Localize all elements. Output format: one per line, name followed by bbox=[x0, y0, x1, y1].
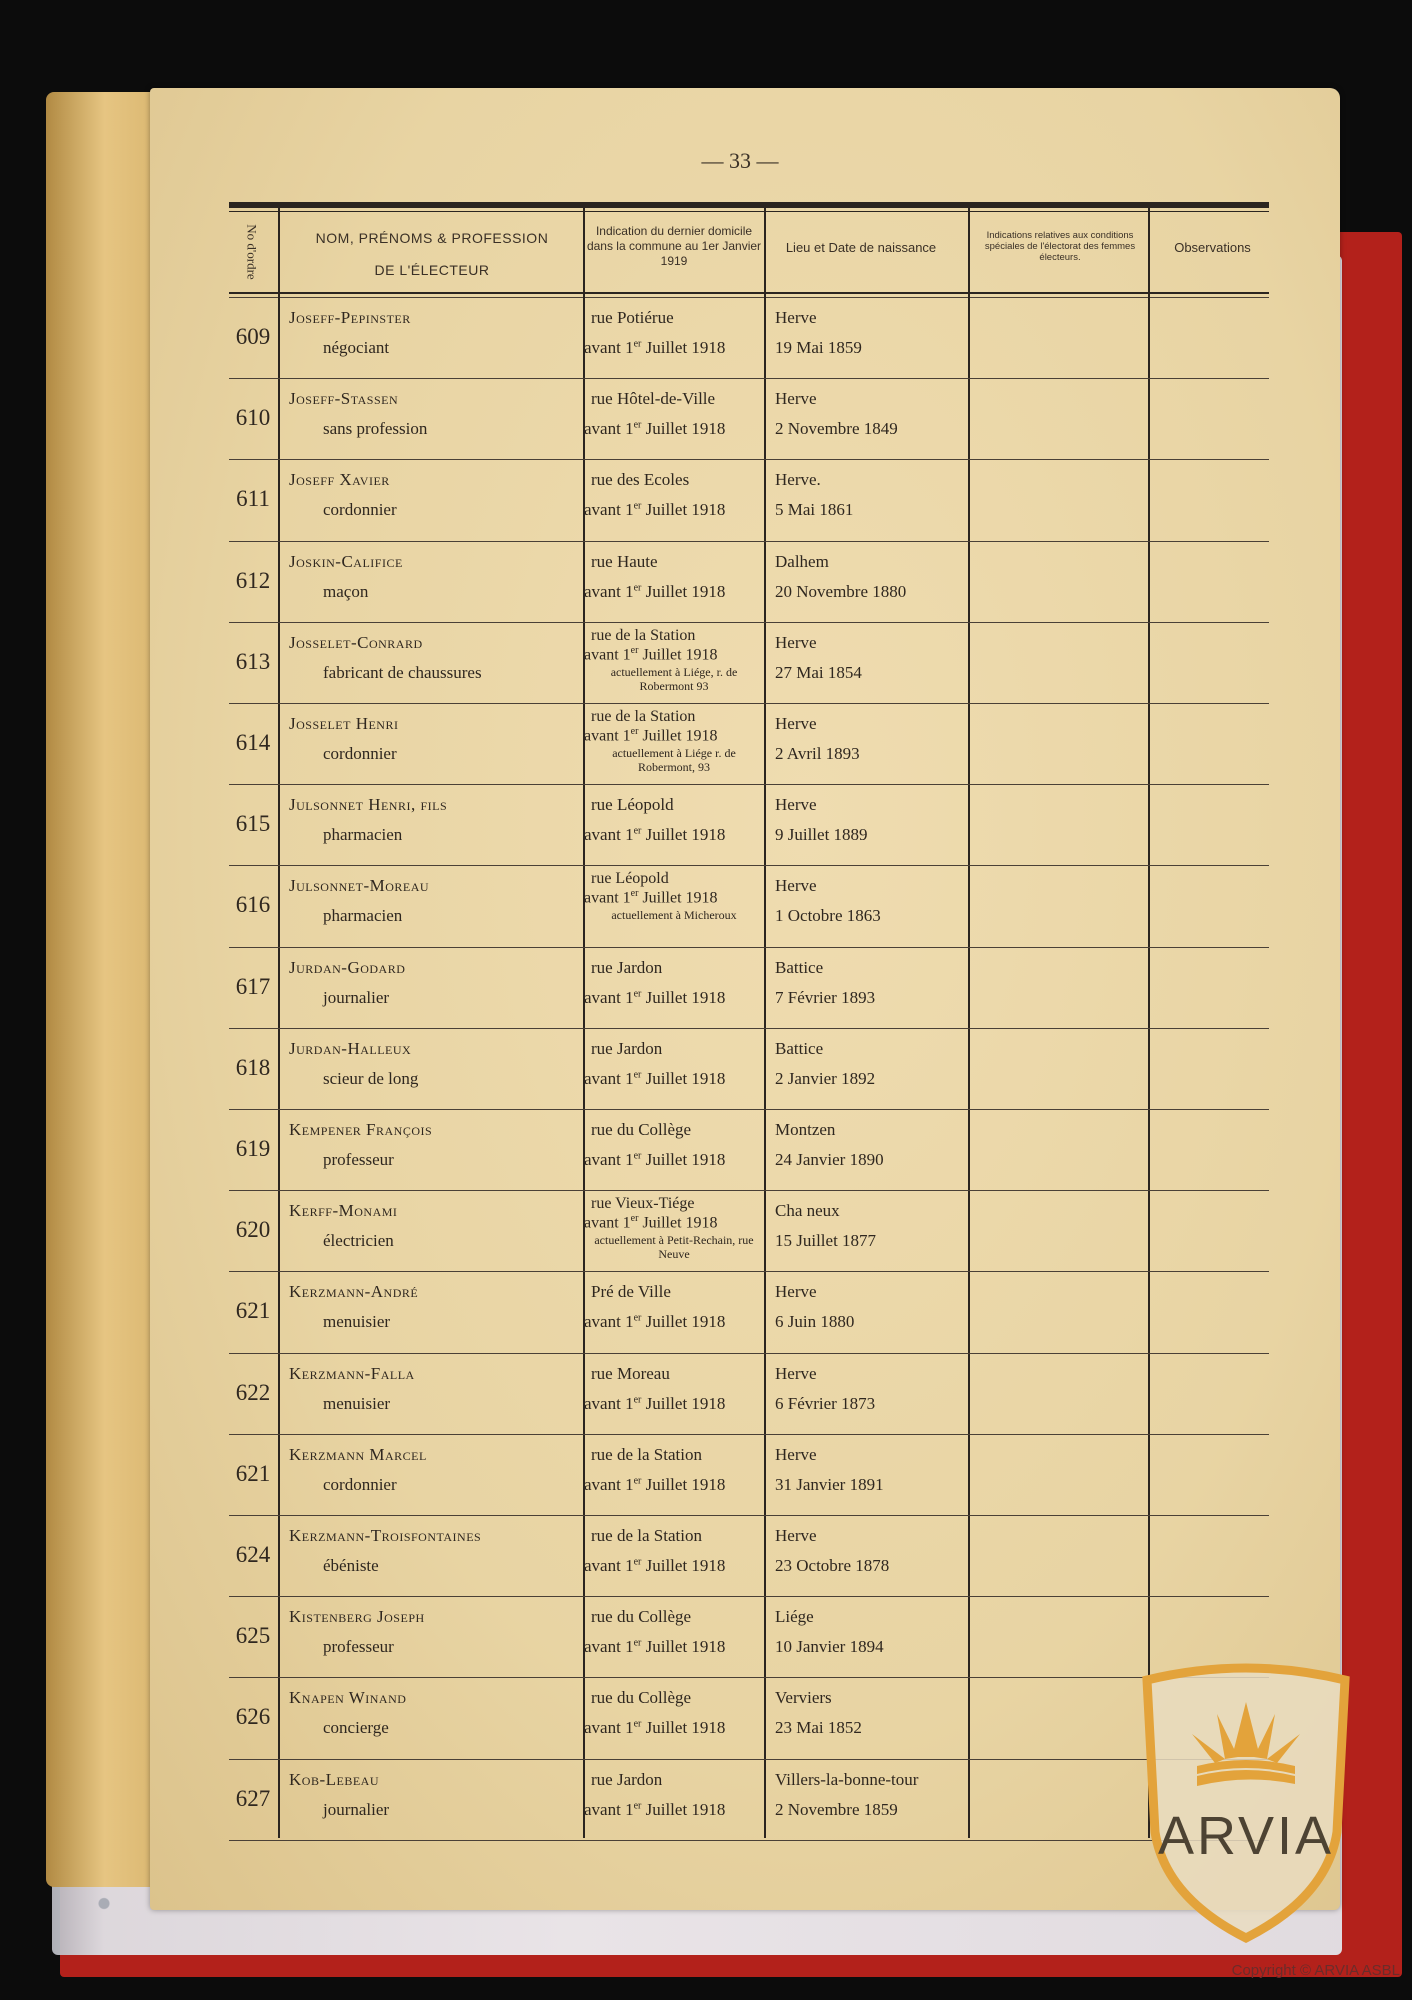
row-separator bbox=[229, 703, 1269, 704]
elector-profession: pharmacien bbox=[323, 906, 403, 926]
row-separator bbox=[229, 622, 1269, 623]
domicile-street: rue des Ecoles bbox=[591, 470, 690, 490]
domicile-street: rue de la Station bbox=[591, 708, 696, 725]
table-row bbox=[229, 1518, 1269, 1598]
domicile-since: avant 1er Juillet 1918 bbox=[584, 1556, 726, 1575]
table-row bbox=[229, 1680, 1269, 1760]
elector-name: Joseff-Stassen bbox=[289, 389, 399, 409]
row-number: 616 bbox=[235, 892, 271, 918]
domicile-since: avant 1er Juillet 1918 bbox=[584, 1474, 726, 1494]
header-birth: Lieu et Date de naissance bbox=[785, 240, 937, 255]
row-number: 613 bbox=[235, 648, 271, 674]
row-number: 615 bbox=[235, 811, 271, 837]
elector-profession: concierge bbox=[323, 1718, 389, 1738]
header-observations: Observations bbox=[1174, 240, 1251, 255]
domicile-since: avant 1er Juillet 1918 bbox=[584, 581, 726, 601]
birth-date: 20 Novembre 1880 bbox=[775, 581, 907, 601]
birth-place: Herve bbox=[775, 389, 817, 409]
domicile-note: actuellement à Liége, r. de Robermont 93 bbox=[610, 664, 738, 693]
row-number: 626 bbox=[235, 1704, 271, 1730]
domicile-since: avant 1er Juillet 1918 bbox=[584, 1718, 726, 1738]
header-domicile: Indication du dernier domicile dans la commune au 1er Janvier 1919 bbox=[586, 224, 762, 268]
table-row bbox=[229, 1193, 1269, 1273]
table-row bbox=[229, 1437, 1269, 1517]
elector-profession: scieur de long bbox=[323, 1068, 419, 1088]
row-separator bbox=[229, 541, 1269, 542]
header-bottom-rule bbox=[229, 292, 1269, 294]
birth-date: 19 Mai 1859 bbox=[775, 338, 862, 357]
birth-date: 6 Juin 1880 bbox=[775, 1312, 855, 1332]
birth-date: 2 Avril 1893 bbox=[775, 744, 860, 763]
page-number: — 33 — bbox=[701, 148, 779, 173]
birth-place: Herve bbox=[775, 632, 817, 652]
birth-place: Herve bbox=[775, 308, 817, 327]
elector-name: Josselet Henri bbox=[289, 714, 399, 733]
table-row bbox=[229, 544, 1269, 624]
elector-profession: professeur bbox=[323, 1150, 394, 1169]
domicile-street: rue Léopold bbox=[591, 795, 674, 815]
domicile-since: avant 1er Juillet 1918 bbox=[584, 1213, 718, 1232]
domicile-since: avant 1er Juillet 1918 bbox=[584, 1312, 726, 1332]
elector-profession: maçon bbox=[323, 581, 369, 601]
domicile-street: rue Jardon bbox=[591, 1769, 663, 1789]
domicile-since: avant 1er Juillet 1918 bbox=[584, 1393, 726, 1413]
birth-place: Dalhem bbox=[775, 551, 829, 571]
elector-profession: négociant bbox=[323, 338, 390, 357]
row-separator bbox=[229, 1271, 1269, 1272]
domicile-note: actuellement à Liége r. de Robermont, 93 bbox=[612, 746, 736, 774]
row-separator bbox=[229, 378, 1269, 379]
row-number: 622 bbox=[235, 1379, 271, 1405]
table-row bbox=[229, 300, 1269, 380]
header-conditions: Indications relatives aux conditions spéciales de l'électorat des femmes électeurs. bbox=[984, 230, 1136, 263]
domicile-street: rue Jardon bbox=[591, 957, 663, 977]
birth-place: Montzen bbox=[775, 1120, 836, 1139]
elector-name: Julsonnet-Moreau bbox=[289, 876, 430, 896]
row-separator bbox=[229, 459, 1269, 460]
domicile-street: rue Potiérue bbox=[591, 308, 674, 327]
birth-place: Herve bbox=[775, 1444, 817, 1464]
domicile-since: avant 1er Juillet 1918 bbox=[584, 1068, 726, 1088]
row-number: 624 bbox=[235, 1542, 271, 1567]
row-number: 619 bbox=[235, 1136, 271, 1161]
birth-date: 15 Juillet 1877 bbox=[775, 1231, 877, 1251]
domicile-since: avant 1er Juillet 1918 bbox=[584, 888, 718, 907]
table-row bbox=[229, 868, 1269, 948]
row-number: 625 bbox=[235, 1623, 271, 1649]
elector-name: Kob-Lebeau bbox=[289, 1769, 379, 1789]
arvia-logo-text: ARVIA bbox=[1157, 1806, 1335, 1866]
row-number: 617 bbox=[235, 973, 271, 999]
table-row bbox=[229, 787, 1269, 867]
row-number: 610 bbox=[235, 405, 271, 431]
domicile-street: rue du Collège bbox=[591, 1607, 692, 1627]
birth-place: Battice bbox=[775, 1038, 824, 1058]
row-number: 618 bbox=[235, 1054, 271, 1080]
header-name bbox=[282, 222, 582, 286]
elector-profession: menuisier bbox=[323, 1312, 391, 1332]
elector-profession: journalier bbox=[323, 1799, 390, 1819]
domicile-street: rue du Collège bbox=[591, 1688, 692, 1708]
birth-date: 2 Janvier 1892 bbox=[775, 1068, 876, 1088]
row-number: 620 bbox=[235, 1217, 271, 1243]
table-row bbox=[229, 1356, 1269, 1436]
domicile-street: rue de la Station bbox=[591, 1444, 702, 1464]
birth-date: 5 Mai 1861 bbox=[775, 500, 854, 520]
elector-name: Jurdan-Godard bbox=[289, 957, 406, 977]
elector-name: Kempener François bbox=[289, 1120, 433, 1139]
table-row bbox=[229, 1762, 1269, 1842]
table-top-rule bbox=[229, 202, 1269, 208]
elector-profession: professeur bbox=[323, 1637, 394, 1657]
domicile-street: rue Vieux-Tiége bbox=[591, 1195, 695, 1213]
domicile-note: actuellement à Micheroux bbox=[611, 908, 737, 923]
row-number: 614 bbox=[235, 730, 271, 755]
domicile-since: avant 1er Juillet 1918 bbox=[584, 338, 726, 357]
elector-name: Joseff-Pepinster bbox=[289, 308, 411, 327]
domicile-since: avant 1er Juillet 1918 bbox=[584, 726, 718, 745]
header-bottom-rule-thin bbox=[229, 297, 1269, 298]
birth-date: 23 Octobre 1878 bbox=[775, 1556, 890, 1575]
birth-date: 23 Mai 1852 bbox=[775, 1718, 862, 1738]
birth-date: 27 Mai 1854 bbox=[775, 662, 862, 682]
row-separator bbox=[229, 1515, 1269, 1516]
row-separator bbox=[229, 947, 1269, 948]
row-number: 621 bbox=[235, 1298, 271, 1324]
elector-profession: fabricant de chaussures bbox=[323, 662, 482, 682]
birth-date: 24 Janvier 1890 bbox=[775, 1150, 884, 1169]
domicile-street: rue Moreau bbox=[591, 1363, 670, 1383]
birth-place: Herve bbox=[775, 1526, 817, 1545]
elector-name: Josselet-Conrard bbox=[289, 632, 423, 652]
row-separator bbox=[229, 1353, 1269, 1354]
birth-place: Verviers bbox=[775, 1688, 832, 1708]
row-separator bbox=[229, 1109, 1269, 1110]
domicile-since: avant 1er Juillet 1918 bbox=[584, 1799, 726, 1819]
domicile-note: actuellement à Petit-Rechain, rue Neuve bbox=[594, 1233, 754, 1262]
table-row bbox=[229, 1031, 1269, 1111]
table-row bbox=[229, 1112, 1269, 1192]
birth-place: Herve bbox=[775, 1363, 817, 1383]
domicile-since: avant 1er Juillet 1918 bbox=[584, 1637, 726, 1657]
elector-name: Kistenberg Joseph bbox=[289, 1607, 425, 1627]
birth-date: 10 Janvier 1894 bbox=[775, 1637, 884, 1657]
domicile-street: rue du Collège bbox=[591, 1120, 692, 1139]
elector-profession: électricien bbox=[323, 1231, 394, 1251]
elector-name: Jurdan-Halleux bbox=[289, 1038, 412, 1058]
elector-profession: cordonnier bbox=[323, 1474, 397, 1494]
table-top-rule-thin bbox=[229, 211, 1269, 212]
elector-name: Kerzmann Marcel bbox=[289, 1444, 427, 1464]
domicile-since: avant 1er Juillet 1918 bbox=[584, 644, 718, 664]
row-separator bbox=[229, 784, 1269, 785]
elector-name: Joseff Xavier bbox=[289, 470, 390, 490]
domicile-street: Pré de Ville bbox=[591, 1282, 671, 1302]
domicile-since: avant 1er Juillet 1918 bbox=[584, 500, 726, 520]
row-number: 621 bbox=[235, 1460, 271, 1486]
domicile-street: rue de la Station bbox=[591, 626, 696, 644]
elector-name: Kerzmann-Troisfontaines bbox=[289, 1526, 482, 1545]
domicile-since: avant 1er Juillet 1918 bbox=[584, 419, 726, 439]
elector-name: Kerff-Monami bbox=[289, 1201, 398, 1221]
birth-place: Liége bbox=[775, 1607, 814, 1627]
elector-profession: cordonnier bbox=[323, 500, 397, 520]
row-number: 611 bbox=[236, 486, 270, 512]
birth-date: 9 Juillet 1889 bbox=[775, 825, 868, 845]
elector-profession: menuisier bbox=[323, 1393, 391, 1413]
table-row bbox=[229, 1274, 1269, 1354]
birth-place: Herve bbox=[775, 876, 817, 896]
birth-date: 2 Novembre 1859 bbox=[775, 1799, 898, 1819]
domicile-since: avant 1er Juillet 1918 bbox=[584, 987, 726, 1007]
elector-name: Julsonnet Henri, fils bbox=[289, 795, 448, 815]
birth-date: 2 Novembre 1849 bbox=[775, 419, 898, 439]
elector-profession: cordonnier bbox=[323, 744, 397, 763]
domicile-street: rue Léopold bbox=[591, 870, 669, 888]
domicile-street: rue Haute bbox=[591, 551, 658, 571]
arvia-shield-logo bbox=[1137, 1662, 1355, 1944]
table-row bbox=[229, 950, 1269, 1030]
birth-place: Cha neux bbox=[775, 1201, 840, 1221]
row-separator bbox=[229, 1840, 1269, 1841]
birth-place: Herve bbox=[775, 795, 817, 815]
table-row bbox=[229, 462, 1269, 542]
row-separator bbox=[229, 1028, 1269, 1029]
row-separator bbox=[229, 1596, 1269, 1597]
header-name-line2: DE L'ÉLECTEUR bbox=[374, 262, 490, 278]
elector-profession: ébéniste bbox=[323, 1556, 379, 1575]
birth-date: 7 Février 1893 bbox=[775, 987, 876, 1007]
row-separator bbox=[229, 1759, 1269, 1760]
row-separator bbox=[229, 1434, 1269, 1435]
birth-place: Villers-la-bonne-tour bbox=[775, 1769, 919, 1789]
header-name-line1: NOM, PRÉNOMS & PROFESSION bbox=[315, 230, 549, 246]
birth-place: Herve bbox=[775, 1282, 817, 1302]
copyright-notice: Copyright © ARVIA ASBL bbox=[1231, 1962, 1400, 1979]
domicile-since: avant 1er Juillet 1918 bbox=[584, 1150, 726, 1169]
birth-place: Battice bbox=[775, 957, 824, 977]
domicile-street: rue Jardon bbox=[591, 1038, 663, 1058]
row-separator bbox=[229, 1190, 1269, 1191]
elector-profession: sans profession bbox=[323, 419, 428, 439]
domicile-since: avant 1er Juillet 1918 bbox=[584, 825, 726, 845]
elector-name: Knapen Winand bbox=[289, 1688, 407, 1708]
elector-name: Kerzmann-André bbox=[289, 1282, 419, 1302]
row-number: 627 bbox=[235, 1785, 271, 1811]
table-row bbox=[229, 625, 1269, 705]
birth-date: 6 Février 1873 bbox=[775, 1393, 876, 1413]
elector-profession: journalier bbox=[323, 987, 390, 1007]
elector-name: Kerzmann-Falla bbox=[289, 1363, 415, 1383]
birth-place: Herve. bbox=[775, 470, 821, 490]
domicile-street: rue Hôtel-de-Ville bbox=[591, 389, 716, 409]
header-order-number: No d'ordre bbox=[245, 224, 261, 280]
domicile-street: rue de la Station bbox=[591, 1526, 702, 1545]
table-row bbox=[229, 1599, 1269, 1679]
row-number: 609 bbox=[235, 324, 271, 349]
table-row bbox=[229, 706, 1269, 786]
birth-place: Herve bbox=[775, 714, 817, 733]
row-number: 612 bbox=[235, 567, 271, 593]
birth-date: 31 Janvier 1891 bbox=[775, 1474, 884, 1494]
row-separator bbox=[229, 865, 1269, 866]
row-separator bbox=[229, 1677, 1269, 1678]
table-row bbox=[229, 381, 1269, 461]
elector-profession: pharmacien bbox=[323, 825, 403, 845]
birth-date: 1 Octobre 1863 bbox=[775, 906, 881, 926]
elector-name: Joskin-Califice bbox=[289, 551, 403, 571]
